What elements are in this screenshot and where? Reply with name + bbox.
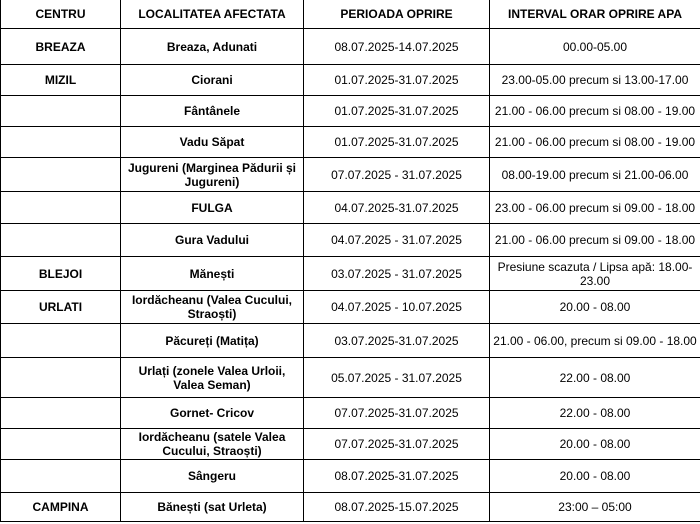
cell-centru: [1, 127, 121, 158]
table-row: [1, 224, 700, 257]
cell-centru: [1, 224, 121, 257]
cell-interval: Presiune scazuta / Lipsa apă: 18.00-23.00: [490, 257, 700, 291]
cell-interval: 21.00 - 06.00 precum si 08.00 - 19.00: [490, 127, 700, 158]
table-row: [1, 291, 700, 324]
cell-interval: 23.00-05.00 precum si 13.00-17.00: [490, 65, 700, 96]
cell-interval: 23:00 – 05:00: [490, 493, 700, 522]
cell-perioada: 01.07.2025-31.07.2025: [304, 65, 490, 96]
cell-localitate: Jugureni (Marginea Pădurii și Jugureni): [121, 158, 304, 192]
cell-perioada: 03.07.2025 - 31.07.2025: [304, 257, 490, 291]
cell-localitate: Bănești (sat Urleta): [121, 493, 304, 522]
cell-localitate: Mănești: [121, 257, 304, 291]
table-row: [1, 460, 700, 493]
cell-perioada: 08.07.2025-15.07.2025: [304, 493, 490, 522]
table-row: [1, 158, 700, 192]
cell-perioada: 05.07.2025 - 31.07.2025: [304, 358, 490, 398]
cell-centru: URLATI: [1, 291, 121, 324]
cell-interval: 23.00 - 06.00 precum si 09.00 - 18.00: [490, 192, 700, 224]
cell-localitate: Iordăcheanu (Valea Cucului, Straoști): [121, 291, 304, 324]
cell-interval: 20.00 - 08.00: [490, 291, 700, 324]
table-row: [1, 324, 700, 358]
cell-interval: 21.00 - 06.00 precum si 09.00 - 18.00: [490, 224, 700, 257]
cell-interval: 22.00 - 08.00: [490, 398, 700, 429]
table-body: [1, 29, 700, 522]
cell-centru: BLEJOI: [1, 257, 121, 291]
table-row: [1, 358, 700, 398]
cell-centru: MIZIL: [1, 65, 121, 96]
cell-perioada: 07.07.2025-31.07.2025: [304, 429, 490, 460]
table-row: [1, 398, 700, 429]
table-row: [1, 192, 700, 224]
cell-perioada: 04.07.2025 - 10.07.2025: [304, 291, 490, 324]
cell-centru: [1, 398, 121, 429]
table-row: [1, 96, 700, 127]
cell-interval: 20.00 - 08.00: [490, 460, 700, 493]
cell-interval: 20.00 - 08.00: [490, 429, 700, 460]
cell-perioada: 04.07.2025-31.07.2025: [304, 192, 490, 224]
cell-localitate: Vadu Săpat: [121, 127, 304, 158]
cell-centru: [1, 429, 121, 460]
header-centru: CENTRU: [1, 0, 121, 29]
cell-localitate: Gornet- Cricov: [121, 398, 304, 429]
cell-localitate: Breaza, Adunati: [121, 29, 304, 65]
table-row: [1, 127, 700, 158]
cell-centru: BREAZA: [1, 29, 121, 65]
cell-centru: [1, 358, 121, 398]
header-localitatea: LOCALITATEA AFECTATA: [121, 0, 304, 29]
table-row: [1, 65, 700, 96]
table-row: [1, 257, 700, 291]
cell-perioada: 08.07.2025-14.07.2025: [304, 29, 490, 65]
cell-centru: CAMPINA: [1, 493, 121, 522]
cell-perioada: 01.07.2025-31.07.2025: [304, 127, 490, 158]
cell-localitate: Iordăcheanu (satele Valea Cucului, Straoști): [121, 429, 304, 460]
cell-localitate: Gura Vadului: [121, 224, 304, 257]
cell-perioada: 03.07.2025-31.07.2025: [304, 324, 490, 358]
cell-interval: 00.00-05.00: [490, 29, 700, 65]
cell-perioada: 04.07.2025 - 31.07.2025: [304, 224, 490, 257]
cell-perioada: 07.07.2025-31.07.2025: [304, 398, 490, 429]
cell-localitate: Fântânele: [121, 96, 304, 127]
cell-localitate: FULGA: [121, 192, 304, 224]
cell-localitate: Sângeru: [121, 460, 304, 493]
cell-centru: [1, 158, 121, 192]
cell-perioada: 01.07.2025-31.07.2025: [304, 96, 490, 127]
header-row: [1, 0, 700, 29]
cell-perioada: 08.07.2025-31.07.2025: [304, 460, 490, 493]
cell-interval: 21.00 - 06.00, precum si 09.00 - 18.00: [490, 324, 700, 358]
cell-localitate: Păcureți (Matița): [121, 324, 304, 358]
cell-localitate: Ciorani: [121, 65, 304, 96]
cell-interval: 21.00 - 06.00 precum si 08.00 - 19.00: [490, 96, 700, 127]
cell-centru: [1, 96, 121, 127]
cell-interval: 08.00-19.00 precum si 21.00-06.00: [490, 158, 700, 192]
cell-centru: [1, 192, 121, 224]
cell-perioada: 07.07.2025 - 31.07.2025: [304, 158, 490, 192]
header-interval: INTERVAL ORAR OPRIRE APA: [490, 0, 700, 29]
cell-interval: 22.00 - 08.00: [490, 358, 700, 398]
cell-centru: [1, 324, 121, 358]
table-row: [1, 493, 700, 522]
header-perioada: PERIOADA OPRIRE: [304, 0, 490, 29]
cell-centru: [1, 460, 121, 493]
table-row: [1, 29, 700, 65]
cell-localitate: Urlați (zonele Valea Urloii, Valea Seman): [121, 358, 304, 398]
table-row: [1, 429, 700, 460]
